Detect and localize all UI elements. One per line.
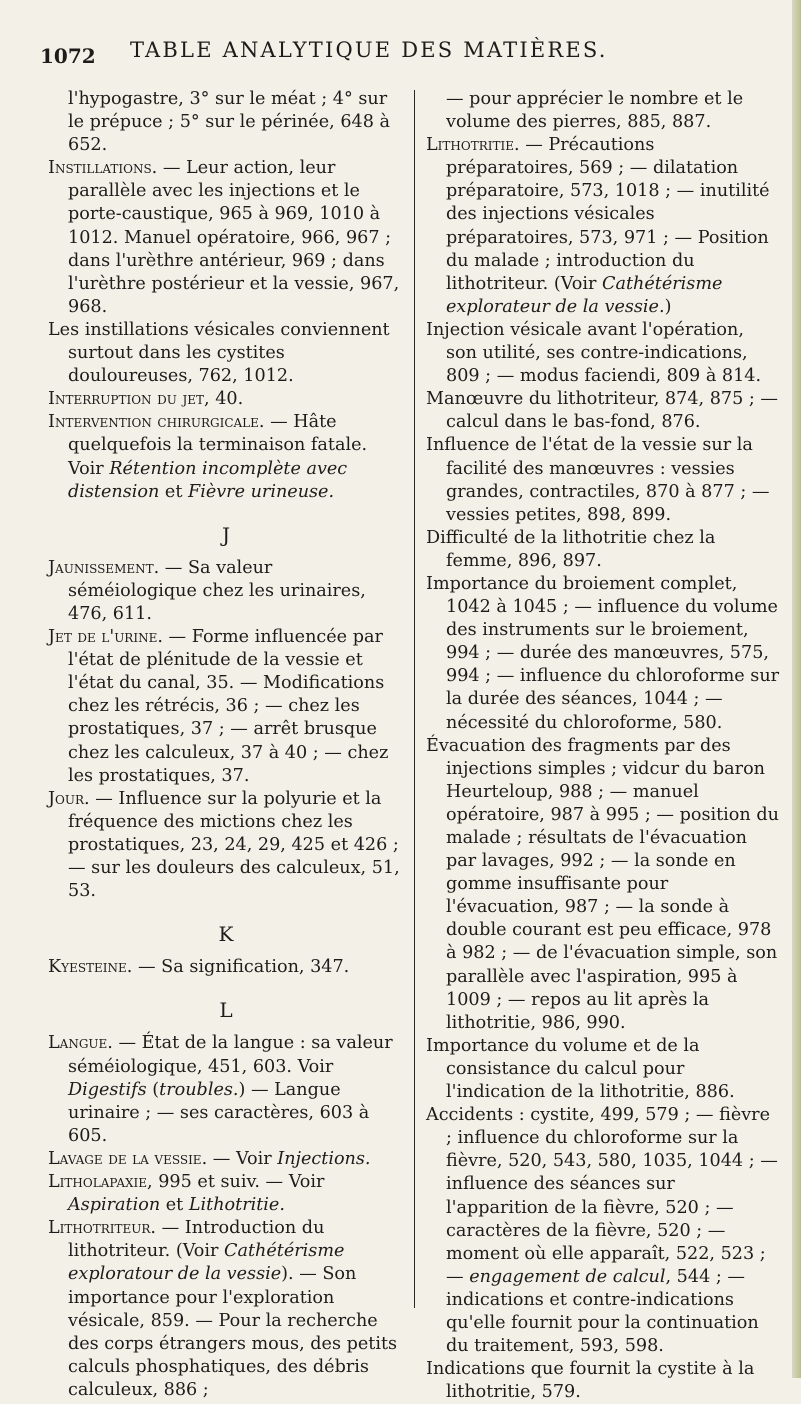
entry-text: et xyxy=(159,481,188,502)
cross-reference: engagement de calcul xyxy=(469,1266,666,1287)
entry-text: Manœuvre du lithotriteur, 874, 875 ; — calcul dans le bas-fond, 876. xyxy=(426,389,778,433)
entry-term: Kyesteine. xyxy=(48,957,133,978)
cross-reference: Digestifs xyxy=(68,1079,147,1100)
entry-text: — Sa signification, 347. xyxy=(132,957,350,978)
index-entry xyxy=(48,1217,404,1402)
index-entry xyxy=(48,1171,404,1217)
index-entry xyxy=(426,134,780,319)
index-entry xyxy=(48,557,404,626)
index-entry xyxy=(426,1035,780,1104)
entry-text: K xyxy=(218,922,234,947)
entry-text: — Leur action, leur parallèle avec les injections et le porte-caustique, 965 à 969, 1010 à 1012. Manuel opératoire, 966, 967 ; dans l'urèthre antérieur, 969 ; dans l'urèthre postérieur et la vessie, 967, 968. xyxy=(68,158,400,317)
entry-text: Évacuation des fragments par des injections simples ; vidcur du baron Heurteloup, 988 ; — manuel opératoire, 987 à 995 ; — position du malade ; résultats de l'évacuation par lavages, 992 ; — la sonde en gomme insuffisante pour l'évacuation, 987 ; — la sonde à double courant est peu efficace, 978 à 982 ; — de l'évacuation simple, son parallèle avec l'aspiration, 995 à 1009 ; — repos au lit après la lithotritie, 986, 990. xyxy=(426,735,779,1033)
cross-reference: Cathétérisme explorateur de la vessie. xyxy=(446,273,723,317)
cross-reference: Cathétérisme exploratour de la vessie xyxy=(68,1241,345,1285)
entry-text: Injection vésicale avant l'opération, son utilité, ses contre-indications, 809 ; — modus faciendi, 809 à 814. xyxy=(426,319,762,387)
entry-text: Importance du volume et de la consistance du calcul pour l'indication de la lithotritie, 886. xyxy=(426,1035,735,1103)
page-header xyxy=(0,30,801,70)
entry-text: , 544 ; — indications et contre-indications qu'elle fournit pour la continuation du traitement, 593, 598. xyxy=(446,1266,759,1357)
entry-text: l'hypogastre, 3° sur le méat ; 4° sur le prépuce ; 5° sur le périnée, 648 à 652. xyxy=(68,89,390,156)
entry-text: et xyxy=(160,1195,189,1216)
index-entry xyxy=(426,735,780,1035)
index-entry xyxy=(426,388,780,434)
cross-reference: Aspiration xyxy=(68,1195,161,1216)
entry-text: ). — Son importance pour l'exploration vésicale, 859. — Pour la recherche des corps étrangers mous, des petits calculs phosphatiques, des débris calculeux, 886 ; xyxy=(68,1264,398,1400)
entry-text: — Introduction du lithotriteur. (Voir xyxy=(68,1218,325,1262)
index-entry xyxy=(48,788,404,903)
entry-text: ) xyxy=(664,296,672,317)
entry-term: Langue. xyxy=(48,1033,113,1054)
entry-text: ) — Langue urinaire ; — ses caractères, 603 à 605. xyxy=(68,1079,370,1146)
index-entry xyxy=(48,1148,404,1171)
entry-term: Intervention chirurgicale. xyxy=(48,412,265,433)
entry-text: ( xyxy=(146,1079,160,1100)
cross-reference: Lithotritie. xyxy=(188,1195,285,1216)
entry-text: — État de la langue : sa valeur séméiologique, 451, 603. Voir xyxy=(68,1033,393,1077)
right-column xyxy=(426,88,780,1404)
entry-text: Influence de l'état de la vessie sur la facilité des manœuvres : vessies grandes, contractiles, 870 à 877 ; — vessies petites, 898, 899. xyxy=(426,435,770,525)
entry-continuation xyxy=(48,88,404,157)
index-entry xyxy=(426,434,780,526)
entry-text: 995 et suiv. — Voir xyxy=(152,1172,325,1193)
entry-term: Lithotriteur. xyxy=(48,1218,157,1239)
column-divider xyxy=(414,90,415,1308)
index-entry xyxy=(48,157,404,319)
entry-text: Indications que fournit la cystite à la lithotritie, 579. xyxy=(426,1359,755,1403)
entry-term: Instillations. xyxy=(48,158,158,179)
index-entry xyxy=(48,411,404,503)
entry-term: Jaunissement. xyxy=(48,557,160,578)
entry-text: J xyxy=(221,522,231,547)
entry-text: — Voir xyxy=(207,1148,278,1169)
entry-text: Difficulté de la lithotritie chez la femme, 896, 897. xyxy=(426,527,716,571)
entry-text: — pour apprécier le nombre et le volume des pierres, 885, 887. xyxy=(446,89,744,133)
entry-term: Litholapaxie, xyxy=(48,1172,153,1193)
entry-text: L xyxy=(219,998,233,1023)
index-entry xyxy=(48,388,404,411)
section-letter xyxy=(48,923,404,946)
section-letter xyxy=(48,524,404,547)
cross-reference: Rétention incomplète avec distension xyxy=(68,458,348,502)
entry-text: Importance du broiement complet, 1042 à 1045 ; — influence du volume des instruments sur le broiement, 994 ; — durée des manœuvres, 575, 994 ; — influence du chloroforme sur la durée des séances, 1044 ; — nécessité du chloroforme, 580. xyxy=(426,573,780,733)
entry-term: Lavage de la vessie. xyxy=(48,1148,208,1169)
page-edge xyxy=(792,0,801,1378)
section-letter xyxy=(48,999,404,1022)
index-entry xyxy=(426,527,780,573)
entry-term: Jet de l'urine. xyxy=(48,627,163,648)
entry-term: Interruption du jet, xyxy=(48,389,210,410)
entry-text: — Précautions préparatoires, 569 ; — dilatation préparatoire, 573, 1018 ; — inutilité des injections vésicales préparatoires, 573, 971 ; — Position du malade ; introduction du lithotriteur. (Voir xyxy=(446,135,770,294)
index-entry xyxy=(426,319,780,388)
index-entry xyxy=(426,1358,780,1404)
index-entry xyxy=(426,573,780,735)
cross-reference: Injections. xyxy=(277,1148,371,1169)
running-title: TABLE ANALYTIQUE DES MATIÈRES. xyxy=(130,38,608,62)
index-entry xyxy=(426,1104,780,1358)
entry-text: 40. xyxy=(209,389,244,410)
left-column xyxy=(48,88,404,1402)
entry-text: — Hâte quelquefois la terminaison fatale. Voir xyxy=(68,412,368,479)
entry-text: — Influence sur la polyurie et la fréquence des mictions chez les prostatiques, 23, 24, 29, 425 et 426 ; — sur les douleurs des calculeux, 51, 53. xyxy=(68,788,400,902)
entry-text: Les instillations vésicales conviennent surtout dans les cystites douloureuses, 762, 1012. xyxy=(48,319,390,387)
index-entry xyxy=(48,1032,404,1147)
entry-text: Accidents : cystite, 499, 579 ; — fièvre ; influence du chloroforme sur la fièvre, 520, 543, 580, 1035, 1044 ; — influence des séances sur l'apparition de la fièvre, 520 ; — caractères de la fièvre, 520 ; — moment où elle apparaît, 522, 523 ; — xyxy=(426,1105,778,1287)
cross-reference: troubles. xyxy=(159,1079,239,1100)
cross-reference: Fièvre urineuse. xyxy=(187,481,335,502)
entry-text: — Sa valeur séméiologique chez les urinaires, 476, 611. xyxy=(68,557,366,624)
index-entry xyxy=(48,319,404,388)
entry-continuation xyxy=(426,88,780,134)
page-number: 1072 xyxy=(40,44,96,68)
entry-text: — Forme influencée par l'état de plénitude de la vessie et l'état du canal, 35. — Modifications chez les rétrécis, 36 ; — chez les prostatiques, 37 ; — arrêt brusque chez les calculeux, 37 à 40 ; — chez les prostatiques, 37. xyxy=(68,627,389,786)
entry-term: Jour. xyxy=(48,788,90,809)
entry-term: Lithotritie. xyxy=(426,135,520,156)
index-entry xyxy=(48,956,404,979)
index-entry xyxy=(48,626,404,788)
